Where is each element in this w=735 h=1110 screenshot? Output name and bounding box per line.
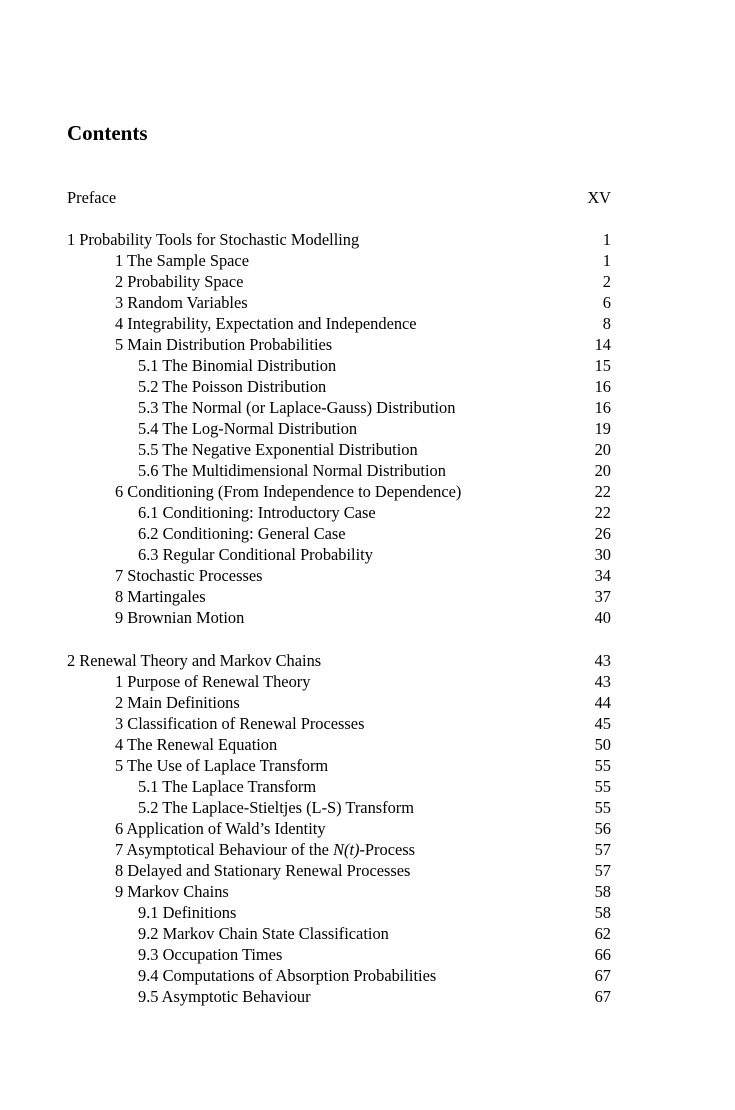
toc-entry[interactable] (67, 692, 611, 713)
toc-entry-title: 1 Probability Tools for Stochastic Modelling (67, 230, 360, 249)
toc-entry-page: 8 (602, 314, 611, 333)
toc-entry-title: 6.1 Conditioning: Introductory Case (138, 503, 376, 522)
toc-entry[interactable] (67, 607, 611, 628)
toc-entry-title: 5.4 The Log-Normal Distribution (138, 419, 358, 438)
toc-entry-page: 66 (594, 945, 611, 964)
toc-entry-title: 6 Conditioning (From Independence to Dependence) (115, 482, 462, 501)
toc-entry-title: 9.4 Computations of Absorption Probabilities (138, 966, 437, 985)
table-of-contents (67, 187, 611, 1007)
toc-entry-page: 6 (602, 293, 611, 312)
toc-entry[interactable] (67, 586, 611, 607)
toc-entry-title: 5.6 The Multidimensional Normal Distribution (138, 461, 446, 480)
toc-entry-page: 26 (594, 524, 611, 543)
toc-entry-title: 5.1 The Laplace Transform (138, 777, 317, 796)
toc-entry-page: XV (587, 188, 611, 207)
title-text: 7 Asymptotical Behaviour of the (115, 840, 334, 859)
contents-heading: Contents (67, 121, 148, 145)
toc-subentry[interactable] (67, 544, 611, 565)
toc-entry-page: 14 (594, 335, 611, 354)
toc-subentry[interactable] (67, 797, 611, 818)
toc-entry-title: 9.3 Occupation Times (138, 945, 283, 964)
toc-entry-page: 45 (594, 714, 611, 733)
toc-entry-page: 40 (594, 608, 611, 627)
toc-subentry[interactable] (67, 502, 611, 523)
toc-entry-page: 20 (594, 440, 611, 459)
toc-subentry[interactable] (67, 523, 611, 544)
toc-entry[interactable] (67, 292, 611, 313)
toc-entry-page: 19 (594, 419, 611, 438)
toc-entry-title: 5.5 The Negative Exponential Distribution (138, 440, 418, 459)
toc-entry-page: 34 (594, 566, 611, 585)
toc-entry-title: 1 Purpose of Renewal Theory (115, 672, 311, 691)
toc-entry-title: 6.3 Regular Conditional Probability (138, 545, 373, 564)
toc-entry-title: 4 Integrability, Expectation and Independence (115, 314, 417, 333)
toc-entry-page: 55 (594, 756, 611, 775)
toc-entry-page: 1 (602, 251, 611, 270)
toc-entry-page: 43 (594, 672, 611, 691)
toc-subentry[interactable] (67, 418, 611, 439)
toc-entry-title: 3 Random Variables (115, 293, 248, 312)
toc-entry-title: Preface (67, 188, 117, 207)
toc-entry-page: 16 (594, 398, 611, 417)
toc-entry-title: 5.3 The Normal (or Laplace-Gauss) Distribution (138, 398, 456, 417)
toc-entry-title: 5.2 The Laplace-Stieltjes (L-S) Transform (138, 798, 415, 817)
toc-entry[interactable] (67, 713, 611, 734)
toc-entry[interactable] (67, 755, 611, 776)
toc-subentry[interactable] (67, 965, 611, 986)
toc-entry-page: 1 (602, 230, 611, 249)
toc-entry-page: 62 (594, 924, 611, 943)
toc-entry-page: 30 (594, 545, 611, 564)
toc-entry[interactable] (67, 271, 611, 292)
toc-entry-title: 8 Martingales (115, 587, 206, 606)
toc-entry-title: 6 Application of Wald’s Identity (115, 819, 326, 838)
toc-entry-title: 5 The Use of Laplace Transform (115, 756, 329, 775)
toc-subentry[interactable] (67, 944, 611, 965)
toc-entry-page: 67 (594, 966, 611, 985)
toc-entry-title: 2 Main Definitions (115, 693, 240, 712)
toc-entry-title: 9.5 Asymptotic Behaviour (138, 987, 311, 1006)
toc-entry-page: 57 (594, 840, 611, 859)
toc-entry-title: 2 Probability Space (115, 272, 244, 291)
toc-entry-title: 8 Delayed and Stationary Renewal Processes (115, 861, 411, 880)
toc-entry[interactable] (67, 334, 611, 355)
toc-entry-page: 2 (602, 272, 611, 291)
toc-entry-page: 44 (594, 693, 611, 712)
toc-entry-page: 16 (594, 377, 611, 396)
toc-subentry[interactable] (67, 376, 611, 397)
title-italic-text: N(t) (333, 840, 360, 859)
toc-entry-title (115, 839, 415, 860)
toc-entry-title: 9 Brownian Motion (115, 608, 245, 627)
toc-subentry[interactable] (67, 776, 611, 797)
toc-entry-page: 15 (594, 356, 611, 375)
toc-entry[interactable] (67, 860, 611, 881)
toc-entry[interactable] (67, 565, 611, 586)
toc-entry-title: 9.1 Definitions (138, 903, 237, 922)
toc-chapter-1[interactable] (67, 229, 611, 250)
toc-entry-page: 58 (594, 882, 611, 901)
toc-entry-page: 37 (594, 587, 611, 606)
toc-entry-page: 22 (594, 482, 611, 501)
toc-subentry[interactable] (67, 439, 611, 460)
toc-entry-title: 4 The Renewal Equation (115, 735, 278, 754)
toc-entry-page: 43 (594, 651, 611, 670)
toc-entry-title: 5.2 The Poisson Distribution (138, 377, 327, 396)
toc-chapter-2[interactable] (67, 650, 611, 671)
toc-entry-page: 58 (594, 903, 611, 922)
toc-entry[interactable] (67, 881, 611, 902)
toc-entry-page: 22 (594, 503, 611, 522)
toc-entry[interactable] (67, 481, 611, 502)
toc-entry-title: 5 Main Distribution Probabilities (115, 335, 333, 354)
toc-entry-page: 56 (594, 819, 611, 838)
toc-entry-title: 1 The Sample Space (115, 251, 249, 270)
toc-entry-page: 50 (594, 735, 611, 754)
toc-entry-title: 6.2 Conditioning: General Case (138, 524, 346, 543)
title-text: -Process (359, 840, 416, 859)
toc-entry-title: 7 Stochastic Processes (115, 566, 263, 585)
toc-entry[interactable] (67, 734, 611, 755)
toc-entry-page: 55 (594, 777, 611, 796)
toc-entry-title: 9 Markov Chains (115, 882, 229, 901)
toc-entry-title: 9.2 Markov Chain State Classification (138, 924, 389, 943)
toc-entry-page: 67 (594, 987, 611, 1006)
toc-subentry[interactable] (67, 460, 611, 481)
toc-subentry[interactable] (67, 986, 611, 1007)
toc-subentry[interactable] (67, 355, 611, 376)
toc-entry-preface[interactable] (67, 187, 611, 208)
toc-entry[interactable] (67, 250, 611, 271)
toc-entry-title: 2 Renewal Theory and Markov Chains (67, 651, 322, 670)
toc-entry-title: 3 Classification of Renewal Processes (115, 714, 365, 733)
toc-entry-page: 57 (594, 861, 611, 880)
toc-entry-title: 5.1 The Binomial Distribution (138, 356, 337, 375)
toc-entry[interactable] (67, 313, 611, 334)
toc-entry-page: 20 (594, 461, 611, 480)
chapter-spacer (67, 628, 611, 650)
toc-entry[interactable] (67, 671, 611, 692)
toc-subentry[interactable] (67, 902, 611, 923)
toc-entry-page: 55 (594, 798, 611, 817)
toc-entry[interactable] (67, 818, 611, 839)
toc-subentry[interactable] (67, 923, 611, 944)
toc-subentry[interactable] (67, 397, 611, 418)
toc-entry[interactable] (67, 839, 611, 860)
